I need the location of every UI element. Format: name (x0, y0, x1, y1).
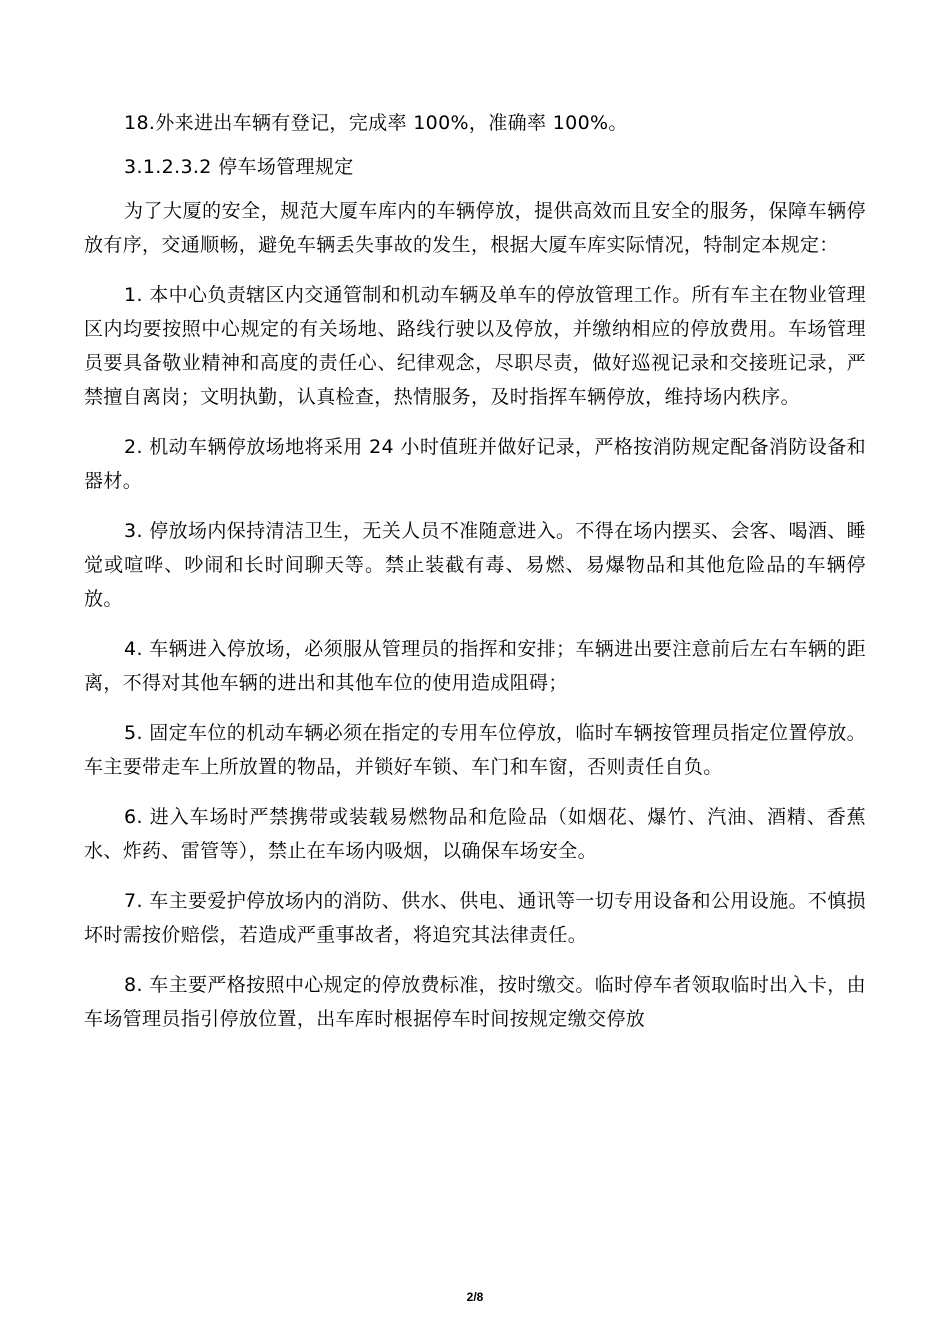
intro-paragraph: 为了大厦的安全，规范大厦车库内的车辆停放，提供高效而且安全的服务，保障车辆停放有序，交通顺畅，避免车辆丢失事故的发生，根据大厦车库实际情况，特制定本规定： (84, 200, 866, 256)
rule-item-7: 7. 车主要爱护停放场内的消防、供水、供电、通讯等一切专用设备和公用设施。不慎损坏时需按价赔偿，若造成严重事故者，将追究其法律责任。 (84, 890, 866, 946)
rule-item-6: 6. 进入车场时严禁携带或装载易燃物品和危险品（如烟花、爆竹、汽油、酒精、香蕉水、炸药、雷管等），禁止在车场内吸烟，以确保车场安全。 (84, 806, 866, 862)
rule-item-5: 5. 固定车位的机动车辆必须在指定的专用车位停放，临时车辆按管理员指定位置停放。车主要带走车上所放置的物品，并锁好车锁、车门和车窗，否则责任自负。 (84, 722, 866, 778)
section-heading: 3.1.2.3.2 停车场管理规定 (124, 156, 354, 178)
page-number: 2/8 (466, 1290, 484, 1304)
rule-item-8: 8. 车主要严格按照中心规定的停放费标准，按时缴交。临时停车者领取临时出入卡，由车场管理员指引停放位置，出车库时根据停车时间按规定缴交停放 (84, 974, 866, 1030)
rule-item-4: 4. 车辆进入停放场，必须服从管理员的指挥和安排；车辆进出要注意前后左右车辆的距离，不得对其他车辆的进出和其他车位的使用造成阻碍； (84, 638, 866, 694)
rule-item-1: 1. 本中心负责辖区内交通管制和机动车辆及单车的停放管理工作。所有车主在物业管理区内均要按照中心规定的有关场地、路线行驶以及停放，并缴纳相应的停放费用。车场管理员要具备敬业精神和高度的责任心、纪律观念，尽职尽责，做好巡视记录和交接班记录，严禁擅自离岗；文明执勤，认真检查，热情服务，及时指挥车辆停放，维持场内秩序。 (84, 284, 866, 408)
rule-item-2: 2. 机动车辆停放场地将采用 24 小时值班并做好记录，严格按消防规定配备消防设备和器材。 (84, 436, 866, 492)
document-body (84, 106, 866, 1036)
paragraph-item-18: 18.外来进出车辆有登记，完成率 100%，准确率 100%。 (124, 112, 628, 134)
rule-item-3: 3. 停放场内保持清洁卫生，无关人员不准随意进入。不得在场内摆买、会客、喝酒、睡觉或喧哗、吵闹和长时间聊天等。禁止装截有毒、易燃、易爆物品和其他危险品的车辆停放。 (84, 520, 866, 610)
